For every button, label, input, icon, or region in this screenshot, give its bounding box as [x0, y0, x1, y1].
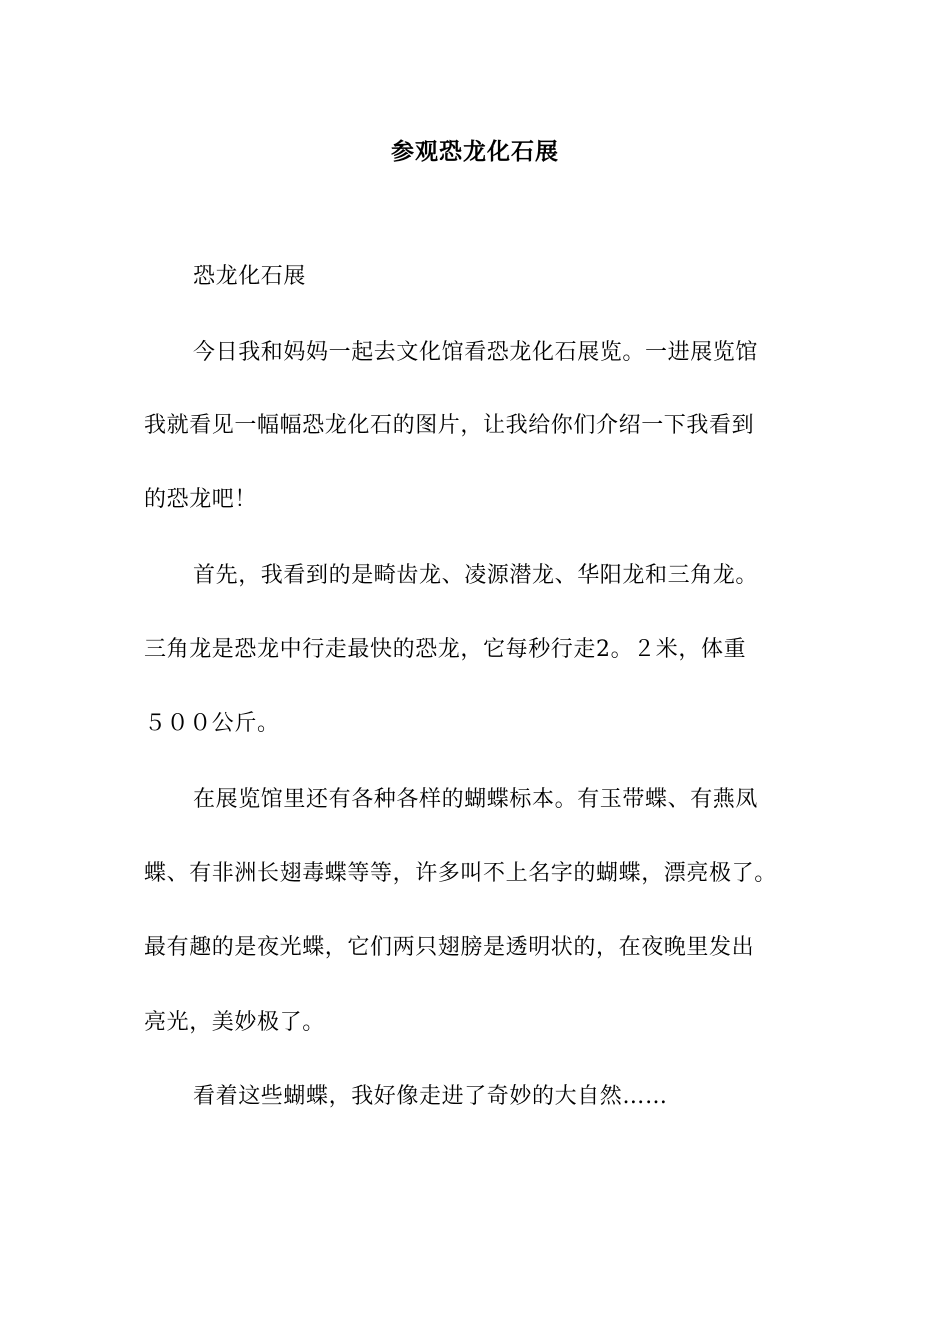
paragraph-line: 的恐龙吧！ — [144, 487, 258, 512]
paragraph-line: 在展览馆里还有各种各样的蝴蝶标本。有玉带蝶、有燕凤 — [193, 787, 759, 812]
paragraph-line: 恐龙化石展 — [193, 264, 307, 289]
paragraph-line: 三角龙是恐龙中行走最快的恐龙，它每秒行走2。２米，体重 — [144, 637, 747, 662]
paragraph-line: 蝶、有非洲长翅毒蝶等等，许多叫不上名字的蝴蝶，漂亮极了。 — [144, 861, 777, 886]
paragraph-line: 最有趣的是夜光蝶，它们两只翅膀是透明状的，在夜晚里发出 — [144, 935, 755, 960]
paragraph-line: 今日我和妈妈一起去文化馆看恐龙化石展览。一进展览馆 — [193, 340, 759, 365]
document-title: 参观恐龙化石展 — [391, 138, 559, 165]
paragraph-line: ５００公斤。 — [144, 711, 280, 736]
paragraph-line: 首先，我看到的是畸齿龙、凌源潜龙、华阳龙和三角龙。 — [193, 563, 759, 588]
paragraph-line: 亮光，美妙极了。 — [144, 1010, 325, 1035]
paragraph-line: 我就看见一幅幅恐龙化石的图片，让我给你们介绍一下我看到 — [144, 413, 755, 438]
paragraph-line: 看着这些蝴蝶，我好像走进了奇妙的大自然…… — [193, 1084, 668, 1109]
